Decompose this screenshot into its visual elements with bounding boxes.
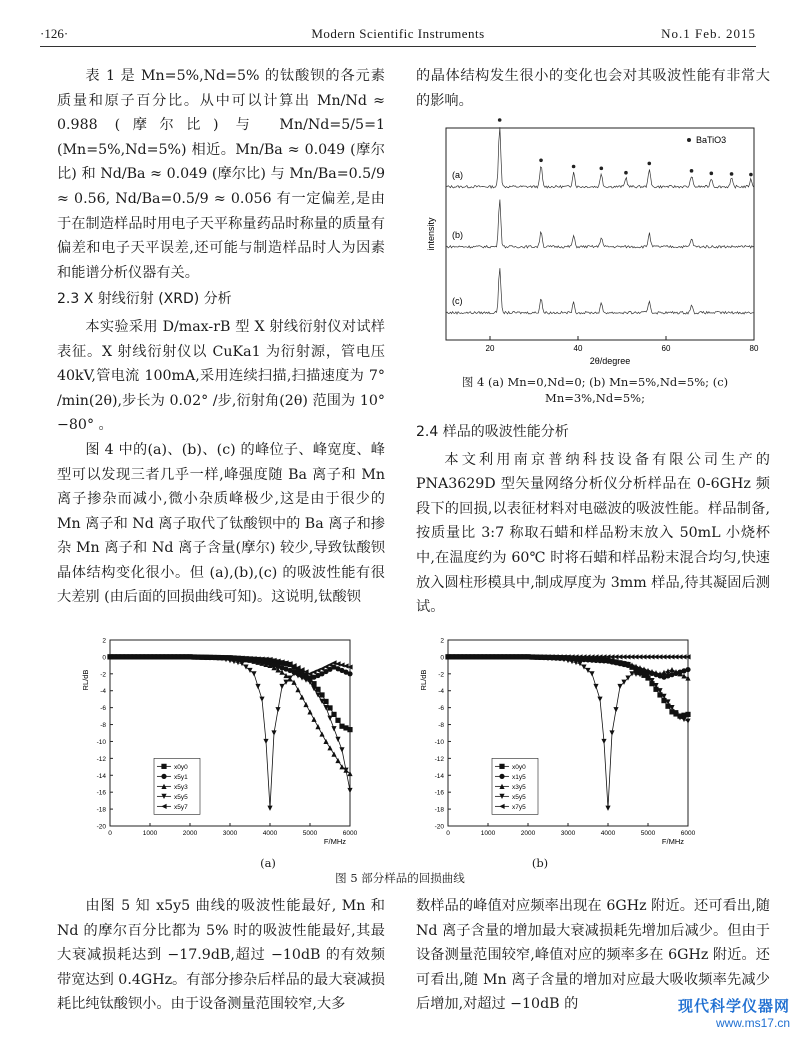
rl-point: [263, 739, 268, 744]
x-tick-label: 80: [749, 344, 759, 353]
x-tick-label: 20: [485, 344, 495, 353]
legend-label: x0y0: [512, 763, 526, 771]
watermark-url: www.ms17.cn: [715, 1016, 790, 1030]
y-tick-label: -8: [100, 722, 106, 730]
xrd-peak-marker: [730, 172, 734, 176]
rl-point: [661, 670, 666, 675]
xrd-series-line: [446, 200, 754, 249]
journal-name: Modern Scientific Instruments: [311, 26, 485, 41]
watermark-title: 现代科学仪器网: [677, 998, 790, 1015]
header-rule: [40, 46, 756, 47]
xrd-peak-marker: [600, 167, 604, 171]
rl-point: [271, 730, 276, 735]
rl-point: [339, 764, 344, 769]
rl-point: [319, 731, 324, 736]
legend-label: x5y3: [174, 783, 188, 791]
figure-5-caption: 图 5 部分样品的回损曲线: [335, 871, 465, 885]
rl-point: [347, 727, 352, 732]
xrd-series-label: (b): [452, 230, 463, 240]
rl-point: [685, 719, 690, 724]
x-tick-label: 4000: [262, 830, 278, 837]
section-heading: 2.4 样品的吸波性能分析: [416, 424, 569, 440]
legend-label: x5y7: [174, 803, 188, 811]
y-tick-label: -10: [434, 738, 444, 746]
y-tick-label: -16: [96, 789, 106, 797]
y-tick-label: -18: [96, 806, 106, 814]
rl-point: [299, 694, 304, 699]
rl-point: [593, 684, 598, 689]
watermark: [678, 995, 790, 1030]
rl-point: [609, 730, 614, 735]
legend-label: x7y5: [512, 803, 526, 811]
rl-point: [311, 717, 316, 722]
y-tick-label: -2: [438, 671, 444, 679]
y-tick-label: -20: [434, 823, 444, 831]
y-tick-label: -12: [96, 755, 106, 763]
y-tick-label: -20: [96, 823, 106, 831]
legend-label: x5y1: [174, 773, 188, 781]
legend-label: x5y5: [512, 793, 526, 801]
x-tick-label: 3000: [560, 830, 576, 837]
paragraph: 图 4 中的(a)、(b)、(c) 的峰位子、峰宽度、峰型可以发现三者几乎一样,峰强度随 Ba 离子和 Mn 离子掺杂而减小,微小杂质峰极少,这是由于很少的 Mn 离子和 Nd 离子取代了钛酸钡中的 Ba 离子和掺杂 Mn 离子和 Nd 离子含量(摩尔) 较少,导致钛酸钡晶体结构变化很小。但 (a),(b),(c) 的吸波性能有很大差别 (由后面的回损曲线可知)。这说明,钛酸钡: [57, 441, 385, 606]
y-tick-label: -16: [434, 789, 444, 797]
x-tick-label: 0: [108, 830, 112, 837]
xrd-peak-marker: [647, 162, 651, 166]
rl-series-line: [110, 657, 350, 774]
legend-label: x3y5: [512, 783, 526, 791]
legend-marker: [161, 764, 166, 769]
figure-5a-chart: [70, 630, 360, 848]
x-axis-label: F/MHz: [323, 837, 346, 846]
legend-marker: [161, 774, 166, 779]
rl-point: [327, 705, 332, 710]
paragraph: 本实验采用 D/max-rB 型 X 射线衍射仪对试样表征。X 射线衍射仪以 CuKa1 为衍射源，管电压 40kV,管电流 100mA,采用连续扫描,扫描速度为 7° /min(2θ),步长为 0.02° /步,衍射角(2θ) 范围为 10° −80° 。: [57, 318, 385, 434]
x-tick-label: 6000: [342, 830, 358, 837]
rl-point: [327, 716, 332, 721]
rl-point: [279, 684, 284, 689]
y-tick-label: -8: [438, 722, 444, 730]
x-tick-label: 60: [661, 344, 671, 353]
rl-point: [315, 687, 320, 692]
rl-point: [307, 709, 312, 714]
y-tick-label: -10: [96, 738, 106, 746]
figure-5b-chart: [408, 630, 698, 848]
rl-point: [685, 667, 690, 672]
y-tick-label: -18: [434, 806, 444, 814]
figure-4-caption: 图 4 (a) Mn=0,Nd=0; (b) Mn=5%,Nd=5%; (c) Mn=3%,Nd=5%;: [461, 375, 729, 405]
xrd-chart: [424, 118, 764, 380]
right-column-bottom: [416, 418, 770, 620]
page-number: ·126·: [40, 26, 69, 41]
paragraph: 由图 5 知 x5y5 曲线的吸波性能最好, Mn 和 Nd 的摩尔百分比都为 5% 时的吸波性能最好,其最大衰减损耗达到 −17.9dB,超过 −10dB 的有效频带宽达到 0.4GHz。有部分掺杂后样品的最大衰减损耗比纯钛酸钡小。由于设备测量范围较窄,大多: [57, 898, 385, 1013]
rl-point: [347, 788, 352, 793]
x-tick-label: 1000: [142, 830, 158, 837]
paragraph: 表 1 是 Mn=5%,Nd=5% 的钛酸钡的各元素质量和原子百分比。从中可以计算出 Mn/Nd ≈ 0.988 (摩尔比) 与 Mn/Nd=5/5=1 (Mn=5%,Nd=5%) 相近。Mn/Ba ≈ 0.049 (摩尔比) 和 Nd/Ba ≈ 0.049 (摩尔比) 与 Mn/Ba=0.5/9 ≈ 0.56, Nd/Ba=0.5/9 ≈ 0.056 有一定偏差,是由于在制造样品时用电子天平称量药品时称量的质量有偏差和电子天平误差,还可能与制造样品时人为因素和能谱分析仪器有关。: [57, 68, 385, 281]
xrd-peak-marker: [539, 159, 543, 163]
rl-point: [601, 739, 606, 744]
rl-point: [605, 806, 610, 811]
y-tick-label: -14: [434, 772, 444, 780]
x-tick-label: 2000: [520, 830, 536, 837]
x-tick-label: 3000: [222, 830, 238, 837]
rl-point: [665, 668, 670, 673]
y-axis-label: intensity: [426, 217, 436, 251]
rl-point: [235, 660, 240, 665]
figure-5b-label: (b): [531, 856, 549, 870]
y-axis-label: RL/dB: [81, 669, 90, 691]
rl-point: [589, 671, 594, 676]
y-axis-label: RL/dB: [419, 669, 428, 691]
y-tick-label: -12: [434, 755, 444, 763]
xrd-peak-marker: [572, 165, 576, 169]
xrd-series-label: (a): [452, 170, 463, 180]
x-axis-label: F/MHz: [661, 837, 684, 846]
rl-point: [331, 726, 336, 731]
rl-point: [323, 699, 328, 704]
rl-point: [685, 712, 690, 717]
rl-series-line: [448, 657, 688, 716]
plot-frame: [110, 640, 350, 826]
rl-point: [303, 702, 308, 707]
running-header: [40, 26, 756, 46]
plot-frame: [448, 640, 688, 826]
rl-point: [335, 758, 340, 763]
left-column: [57, 64, 385, 610]
legend-label: x1y5: [512, 773, 526, 781]
rl-point: [681, 717, 686, 722]
rl-point: [347, 671, 352, 676]
x-tick-label: 5000: [302, 830, 318, 837]
rl-point: [617, 684, 622, 689]
paragraph: 本文利用南京普纳科技设备有限公司生产的 PNA3629D 型矢量网络分析仪分析样品在 0-6GHz 频段下的回损,以表征材料对电磁波的吸波性能。样品制备,按质量比 3:7 称取石蜡和样品粉末放入 50mL 小烧杯中,在温度约为 60℃ 时将石蜡和样品粉末混合均匀,快速放入圆柱形模具中,制成厚度为 3mm 样品,待其凝固后测试。: [416, 451, 770, 616]
paragraph: 数样品的峰值对应频率出现在 6GHz 附近。还可看出,随 Nd 离子含量的增加最大衰减损耗先增加后减少。但由于设备测量范围较窄,峰值对应的频率多在 6GHz 附近。还可看出,随 Mn 离子含量的增加对应最大吸收频率先减少后增加,对超过 −10dB 的: [416, 898, 770, 1013]
y-tick-label: 0: [440, 654, 444, 662]
x-axis-label: 2θ/degree: [589, 356, 631, 366]
y-tick-label: -6: [438, 705, 444, 713]
y-tick-label: 2: [102, 637, 106, 645]
rl-point: [267, 806, 272, 811]
rl-point: [335, 718, 340, 723]
xrd-series-line: [446, 268, 754, 314]
y-tick-label: 2: [440, 637, 444, 645]
x-tick-label: 2000: [182, 830, 198, 837]
x-tick-label: 1000: [480, 830, 496, 837]
legend-marker: [499, 774, 504, 779]
rl-point: [251, 671, 256, 676]
legend-label: x5y5: [174, 793, 188, 801]
y-tick-label: -6: [100, 705, 106, 713]
right-column-top: [416, 64, 770, 113]
bottom-left-column: [57, 894, 385, 1017]
paragraph: 的晶体结构发生很小的变化也会对其吸波性能有非常大的影响。: [416, 68, 770, 109]
y-tick-label: 0: [102, 654, 106, 662]
section-heading: 2.3 X 射线衍射 (XRD) 分析: [57, 291, 232, 308]
xrd-peak-marker: [749, 173, 753, 177]
legend-label: BaTiO3: [696, 135, 727, 145]
rl-point: [295, 687, 300, 692]
y-tick-label: -4: [438, 688, 444, 696]
rl-point: [275, 707, 280, 712]
y-tick-label: -4: [100, 688, 106, 696]
y-tick-label: -2: [100, 671, 106, 679]
x-tick-label: 4000: [600, 830, 616, 837]
legend-label: x0y0: [174, 763, 188, 771]
xrd-peak-marker: [624, 171, 628, 175]
rl-point: [327, 745, 332, 750]
rl-point: [573, 660, 578, 665]
rl-point: [597, 697, 602, 702]
x-tick-label: 5000: [640, 830, 656, 837]
rl-point: [613, 707, 618, 712]
xrd-series-label: (c): [452, 296, 463, 306]
legend-marker: [499, 764, 504, 769]
xrd-peak-marker: [498, 118, 502, 122]
rl-point: [669, 667, 674, 672]
x-tick-label: 6000: [680, 830, 696, 837]
xrd-peak-marker: [690, 169, 694, 173]
rl-point: [323, 739, 328, 744]
x-tick-label: 0: [446, 830, 450, 837]
xrd-peak-marker: [710, 172, 714, 176]
y-tick-label: -14: [96, 772, 106, 780]
rl-point: [335, 737, 340, 742]
rl-point: [339, 747, 344, 752]
figure-4-xrd: [424, 118, 764, 398]
x-tick-label: 40: [573, 344, 583, 353]
rl-point: [331, 752, 336, 757]
rl-point: [255, 684, 260, 689]
rl-point: [315, 724, 320, 729]
issue-info: No.1 Feb. 2015: [661, 26, 756, 41]
figure-5a-label: (a): [260, 856, 276, 870]
legend-marker: [687, 138, 691, 142]
rl-point: [569, 659, 574, 664]
rl-point: [259, 697, 264, 702]
